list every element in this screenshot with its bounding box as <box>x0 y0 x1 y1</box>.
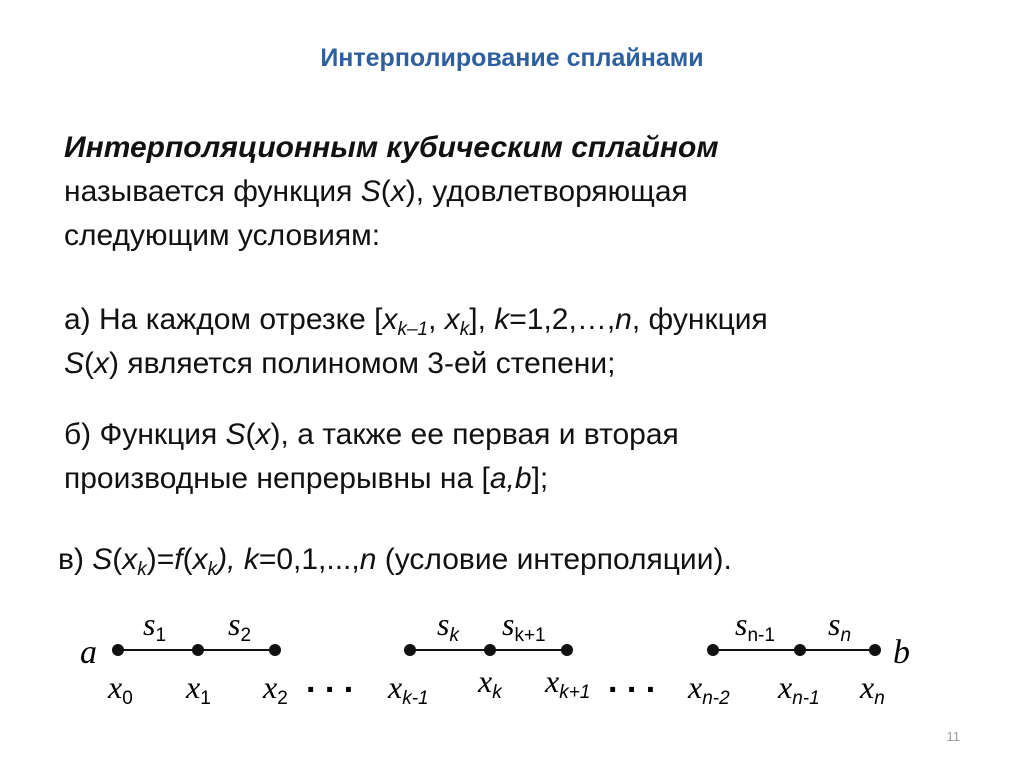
function-symbol: S <box>64 347 85 380</box>
variable: x <box>255 418 271 451</box>
function-symbol: S <box>92 543 113 576</box>
node-label: xn-1 <box>778 669 820 709</box>
page-number: 11 <box>946 729 960 744</box>
condition-a-line-2 <box>64 342 768 386</box>
variable: x <box>192 543 208 576</box>
text: ), а также ее первая и вторая <box>270 418 679 451</box>
condition-b <box>64 413 679 501</box>
node-dot <box>707 644 719 656</box>
node-dot <box>484 644 496 656</box>
node-label: x1 <box>186 669 211 709</box>
function-symbol: S <box>225 418 246 451</box>
slide-title: Интерполирование сплайнами <box>320 44 704 72</box>
node-label: xk <box>478 663 502 703</box>
condition-a-line-1 <box>64 298 768 342</box>
node-dot <box>112 644 124 656</box>
text: , функция <box>631 303 768 336</box>
definition-line-1 <box>64 126 719 170</box>
variable: k <box>494 303 510 336</box>
node-label: x0 <box>108 669 133 709</box>
variable: x <box>444 303 460 336</box>
interval: a,b <box>489 462 532 495</box>
variable: n <box>615 303 632 336</box>
text: =1,2,…, <box>509 303 616 336</box>
variable: x <box>382 303 398 336</box>
text: б) Функция <box>64 418 226 451</box>
condition-b-line-2 <box>64 457 679 501</box>
text: )= <box>146 543 175 576</box>
ellipsis-mark: . . . <box>306 662 354 700</box>
node-dot <box>794 644 806 656</box>
node-dot <box>269 644 281 656</box>
definition-text: ), удовлетворяющая <box>405 175 688 208</box>
paren: ( <box>112 543 123 576</box>
condition-c <box>58 538 732 582</box>
segment-label: sk+1 <box>502 606 546 646</box>
right-endpoint-label: b <box>893 634 910 671</box>
node-dot <box>404 644 416 656</box>
node-label: xn <box>860 669 885 709</box>
variable: n <box>359 543 377 576</box>
definition-line-2 <box>64 170 719 214</box>
node-dot <box>869 644 881 656</box>
node-dot <box>561 644 573 656</box>
paren: ( <box>245 418 256 451</box>
segment-label: sn-1 <box>735 606 775 646</box>
variable: x <box>390 175 406 208</box>
paren: ( <box>380 175 391 208</box>
text: =0,1,..., <box>258 543 360 576</box>
definition-text: называется функция <box>64 175 361 208</box>
definition-term: Интерполяционным кубическим сплайном <box>64 131 719 164</box>
segment-label: s1 <box>143 606 167 646</box>
node-label: x2 <box>263 669 288 709</box>
subscript: k <box>207 559 218 580</box>
left-endpoint-label: a <box>80 634 97 671</box>
paren: ), <box>217 543 244 576</box>
text: а) На каждом отрезке [ <box>64 303 383 336</box>
spline-nodes-diagram <box>0 595 1024 725</box>
paren: ( <box>84 347 95 380</box>
node-label: xn-2 <box>688 669 730 709</box>
subscript: k <box>459 319 470 340</box>
segment-label: sk <box>437 606 459 646</box>
segment-label: sn <box>828 606 852 646</box>
text: ], <box>469 303 495 336</box>
text: ]; <box>531 462 549 495</box>
text: , <box>428 303 445 336</box>
definition-line-3: следующим условиям: <box>64 219 381 252</box>
function-symbol: S <box>360 175 381 208</box>
text: в) <box>58 543 93 576</box>
node-label: xk+1 <box>545 663 591 703</box>
text: производные непрерывны на [ <box>64 462 490 495</box>
text: (условие интерполяции). <box>376 543 732 576</box>
subscript: k–1 <box>397 319 429 340</box>
text: ) является полиномом 3-ей степени; <box>109 347 616 380</box>
node-label: xk-1 <box>388 669 429 709</box>
paren: ( <box>182 543 193 576</box>
definition-paragraph <box>64 126 719 258</box>
variable: x <box>122 543 138 576</box>
ellipsis-mark: . . . <box>608 662 656 700</box>
node-dot <box>192 644 204 656</box>
segment-label: s2 <box>228 606 252 646</box>
subscript: k <box>137 559 147 580</box>
condition-a <box>64 298 768 386</box>
function-symbol: f <box>174 543 183 576</box>
condition-b-line-1 <box>64 413 679 457</box>
variable: x <box>94 347 110 380</box>
variable: k <box>243 543 259 576</box>
